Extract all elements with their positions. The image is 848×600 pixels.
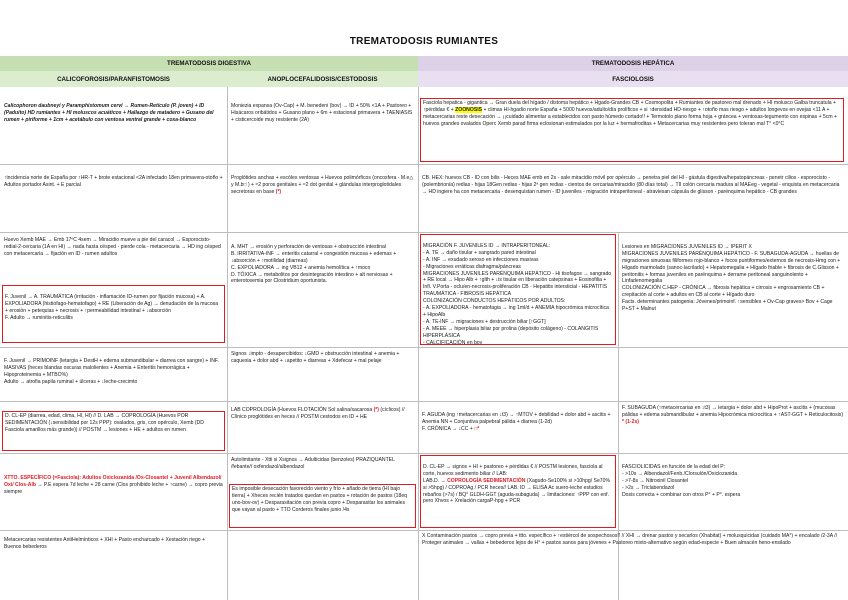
coprologia-sedimentacion: COPROLOGÍA SEDIMENTACIÓN: [447, 477, 526, 484]
red-asterisk: * (1-2s): [622, 418, 639, 425]
calicoforosis-ciclo: [2, 236, 225, 278]
calicoforosis-etiologia: [2, 102, 225, 162]
calicoforosis-epidemiologia: [2, 174, 225, 230]
header-anoplocefalidosis: ANOPLOCEFALIDOSIS/CESTODOSIS: [227, 71, 418, 87]
anoplocefalidosis-tratamiento: [229, 456, 416, 482]
tratamiento-text: → P.E espera 7d leche + 28 carne (Clos prohibido leche + ↑carne) → copro previa siempre: [4, 481, 223, 495]
row-divider: [0, 453, 848, 454]
red-asterisk: □*: [474, 425, 480, 432]
fasciolosis-etiologia: [420, 98, 844, 162]
control-text: X Contaminación pastos → copro previa + ttto. específico + ↑estiércol de sospechosos!! // XHI → drenar pastos y secarlos (Xhabitat) + molusquicidas (cuidado MA°) + encalado /2-3A // Proteger animales → vallas + bebederos lejos de H° + pastos sanos para jóvenes + Pastoreo mixto-alternativo según edad-especie + Buen almacén heno-ensilado: [422, 533, 838, 546]
anoplocefalidosis-etiologia: [229, 102, 416, 162]
diagnostico-text: LAB COPROLOGÍA (Huevos FLOTACIÓN Sol salina/sacarosa: [231, 407, 374, 413]
morfologia-text: Proglótides anchas + escólex ventosas + Huevos polimórficos (oncosfera - M.e△ y M.b□ ) + ≈2 poros genitales + ≈2 dot genital + glándulas interproglotidales secretoras en base: [231, 175, 414, 195]
header-calicoforosis: CALICOFOROSIS/PARANFISTOMOSIS: [0, 71, 227, 87]
tratamiento-text: Autolimitante - Xtti si Xsignos → Adulticidas (benzoles) PRAZIQUANTEL /febante// oxfendazol/albendazol: [231, 457, 395, 470]
header-fasciolosis: FASCIOLOSIS: [418, 71, 848, 87]
tratamiento-text: FASCIOLICIDAS en función de la edad del P: - >10s → Albendazol/Fenb./Clorsulón/Oxiclozanida - >7-8s → Nitroxinil Closantel - >2s → Triclabendazol Dosis correcta + combinar con otros P° + P°. espera: [622, 463, 741, 498]
fasciolosis-patogenia: [420, 234, 616, 345]
diagnostico-text: D. CL-EP (diarrea, edad, clima, HI, HI) // D. LAB → COPROLOGÍA (Huevos POR SEDIMENTACIÓN (↓sensibilidad por 12s PPP): ovalados, gris, con opérculo, Xemb (DD Fasciola amarillos más grande)) // POSTM → lesiones + HE + adultos en rumen: [5, 413, 204, 433]
calicoforosis-clinica: [2, 350, 225, 400]
row-divider: [0, 232, 848, 233]
control-text: Metacercarias resistentes AntiHelmínticos + XHI + Pasto encharcado + Xestación riego + Buenos bebederos: [4, 537, 206, 550]
red-asterisk: (*): [373, 407, 379, 413]
fasciolosis-diagnostico: [420, 455, 616, 528]
row-divider: [0, 347, 848, 348]
fasciolosis-ciclo: [420, 174, 844, 230]
control-text: Es imposible desecación favorecido viento y frío + añado de tierra (HI bajo tierra) + Xheces recién tratados quedan en pastos + rotación de pastos (18eq uno-bov-ov) + Desparasitación con previa copro + Desparasitar los animales que vayan al pasto + TTO Corderos finales junio /4s: [232, 486, 407, 513]
anoplocefalidosis-clinica: [229, 350, 416, 400]
calicoforosis-control: [2, 536, 225, 566]
red-asterisk: (*): [275, 188, 282, 195]
calicoforosis-tratamiento: [2, 474, 225, 528]
zoonosis-highlight: ZOONOSIS: [455, 106, 483, 113]
ciclo-text: Huevo Xemb MAE → Emb 17ºC 4sem → Miracidio mueve a pie del caracol → Esporocisto-redial-2-cercaria (1A en HI) → nada hasta césped - pierde cola - metacercaria → HD ing césped con metacercaria → fijación en ID - rumen adultos: [4, 237, 221, 257]
row-divider: [0, 401, 848, 402]
fasciolosis-lesiones: [620, 236, 846, 344]
anoplocefalidosis-diagnostico: [229, 406, 416, 452]
patogenia-text: F. Juvenil → A. TRAUMÁTICA (irritación - inflamación ID-rumen por fijación mucosa) + A. EXPOLIADORA (histiofago-hematofago) + RE (Liberación de Ag) → denudación de la mucosa + erosión + petequias + necrosis + ↑permeabilidad intestinal + ↓absorción F. Adulto → ruminitis-reticulitis: [5, 293, 219, 321]
ciclo-text: CB. HEX: huevos CB - ID con bilis - Heces MAE emb en 2s - sale miracidio móvil por opérculo → penetra piel del HI - gástula digestiva/hepatopáncreas - penetr cilios - esporocisto - (polembrionía) redias - hijas 18Gen redias - hijas 2ª gen redias - cientos de cercarias/miracidio (80 días total) → TII colón cercaria madura al MAEeg - vegetal - enquista en metacercaria → HD ingiere ha con metacercaria - desenquistan rumen - ID juveniles - migración intraperitoneal - atraviesan cápsula de glisson - parénquima hepático - CB grandes: [422, 175, 840, 195]
page-title: TREMATODOSIS RUMIANTES: [349, 36, 499, 47]
calicoforosis-patogenia: [2, 285, 225, 343]
fasciolosis-control: [420, 532, 846, 572]
patogenia-text: A. MHT → erosión y perforación de ventosas + obstrucción intestinal B. IRRITATIVA-INF → enteritis catarral + congestión mucosa + edemas + ↓absorción + ↑motilidad (diarreas) C. EXPOLIADORA → ing VB12 + anemia hemolítica + ↑moco D. TÓXICA → metabolitos por desintegración intestino + alt nerviosas + enterotoxemia por Clostridium oportunista.: [231, 243, 397, 285]
fasciolosis-tratamiento: [620, 456, 846, 528]
fasciolosis-clinica-subaguda: [620, 404, 846, 452]
clinica-text: F. SUBAGUDA (↑metacercarias en ↓t3) → letargia + dolor abd + HipoProt + ascitis + (mucosas pálidas + edema submandibular + anemia Hipocrómica microcítica + ↑AST-GGT + Reticulocitosis): [622, 405, 844, 418]
etiologia-text: Fasciola hepatica - gigantica → Gran duela del hígado / distoma hepático + Hgado-Grandes CB + Cosmopolita + Rumiantes de pastoreo mal drenado + HI molusco Galba truncatula + ↑pérdidas € +: [423, 100, 836, 113]
header-trematodosis-hepatica: TREMATODOSIS HEPÁTICA: [418, 56, 848, 71]
etiologia-text-cont: + climas HI-hgadio norte España + 5000 huevos/adulto/día prolíficos + si ↑densidad HD-riesgo + ↑otoño mas riesgo + adultos longevos en ovejas <11 A + metacercarias reste desecación → ¡¡cuidado alimentar a establecidos con pasto húmedo cortado!! + Termotolo plano forma hoja + gráncea + ventosas-tegumento con espinas + 5cm + huevos grandes ovalados Operc Xemb parad firma eclosionan estimulados por la luz + hermafroditas + Metacercarias muy resistentes pero toleran mal T° <0°C: [423, 106, 838, 127]
etiologia-text: Calicophoron daubneyi y Paramphistomum cervi → Rumen-Retículo (P. joven) + ID (Paduito) HD rumiantes + HI moluscos acuáticos + Hallazgo de matadero + Gusano del rumen + piriforme + 1cm + acetábulo con ventosa ventral grande + coxa-blanco: [4, 103, 214, 123]
diagnostico-text-cont: (cíclicos) // Clínico proglótides en heces // POSTM cestodos en ID + HE: [231, 407, 405, 420]
anoplocefalidosis-morfologia: [229, 174, 416, 230]
clinica-text: F. Juvenil → PRIMOINF (letargia + DestH + edema submandibular + diarrea con sangre) + INF. MASIVAS (heces blandas oscuras malolientes + Anemia + Enteritis hemorrágica + Hipoproteinemia + MTBO%) Adulto → atrofia papila ruminal + úlceras + ↓leche-crecimto: [4, 357, 219, 385]
clinica-text: F. AGUDA (ing ↑metacercarias en ↓t3) → ↑MTOV + debilidad + dolor abd + ascitis + Anemia NN + Conjuntiva palpebral pálida + diarrea (1-2d) F. CRÓNICA → ↓CC +: [422, 411, 611, 432]
diagnostico-text-cont: (Xagudo-Se100% si >10hpg/ Se70% si >5hpg) / COPROAg / PCR heces// LAB. ID → ELISA Ac suero-leche estudios rebaños (>7s) / BQ° GLDH-GGT (aguda-subaguda) → limitaciones: ↑PPP con enf. pero Xhvos + Xrelación cargaP-hpg + PCR: [423, 477, 610, 505]
row-divider: [0, 164, 848, 165]
xtto-especifico: XTTO. ESPECÍFICO (=Fasciola): Adultos Oxiclozanida /Ox-Closantel + Juvenil Albendazol/ Oxi/ Clos-Alb: [4, 475, 222, 488]
epidemiologia-text: ↑incidencia norte de España por ↑HR-T + brote estacional <2A infectado 18en primavera-otoño + Adultos portador Asint. + E parcial: [4, 175, 223, 188]
patogenia-text: MIGRACIÓN F. JUVENILES ID → INTRAPERITONEAL: - A. TE → daño tisular + sangrado pared intestinal - A. INF → exudado seroso en infecciones masivas - Migraciones erráticas diafragma/páncreas MIGRACIONES JUVENILES PARÉNQUIMA HEPÁTICO - Hi tisofagos → sangrado + RE local → Hipo Alb + ↑glth + ↓is tisular en liberación catepsinas + Eosinofilia + Infl. V.Porta - oclu/en-necrosis-proliferación CB - Hepatitis intersticial - HEPATITIS TRAUMÁTICA - FIBROSIS HEPÁTICA COLONIZACIÓN CONDUCTOS HEPÁTICOS POR ADULTOS: - A. EXPOLIADORA - hematofagia → ing 1ml/d + ANEMIA hipocrómica microcítica + HipoAlb - A. TE-INF → migraciones + destrucción biliar [↑GGT] - A. MEEE → hiperplasia biliar por prolina (depósito colágeno) - COLANGITIS HIPERPLÁSICA - CALCIFICACIÓN en bov: [423, 242, 612, 345]
clinica-text: Signos ↓impto - desapercibidos: ↓GMD + obstrucción intestinal + anemia + caquexia + dolor abd + ↓apetito + diarreas + Xdefecar + mal pelaje: [231, 351, 400, 364]
anoplocefalidosis-patogenia: [229, 236, 416, 344]
anoplocefalidosis-control: [229, 484, 416, 528]
fasciolosis-clinica-aguda: [420, 404, 616, 452]
lesiones-text: Lesiones en MIGRACIONES JUVENILES ID → IPERIT X MIGRACIONES JUVENILES PARÉNQUIMA HEPÁTICO - F. SUBAGUDA-AGUDA → huellas de migraciones sinuosas filiformes rojo-blanco + focos puntiformes/externos de necrosis-Hmg con + Hígado marmolado (sanoc-lacrilado) + Hepatomegalia + Hígado friable + fibrosis de C.Glisson + peritonitis + formas juveniles en parénquima + derrame peritoneal sanguinolento + Linfadenomegalia COLONIZACIÓN C.HEP - CRÓNICA → fibrosis hepática + cirrosis + engrosamiento CB + crepitación al corte + adultos en CB al corte + Hígado duro Facts. determinantes patogenia: Jóvenes/primoinf. ↑sensibles + Ov-Cap graves> Bov + Cage P+ST + Malnut: [622, 243, 841, 313]
diagnostico-text: D. CL-EP → signos + HI + pastoreo + pérdidas € // POSTM lesiones, fasciola al corte, huevos sedimento biliar // LAB: LAB.D. →: [423, 463, 603, 484]
row-divider: [0, 530, 848, 531]
header-trematodosis-digestiva: TREMATODOSIS DIGESTIVA: [0, 56, 418, 71]
calicoforosis-diagnostico: [2, 411, 225, 451]
etiologia-text: Moniezia expansa (Ov-Cap) + M. benedeni (bov) → ID + 50% <1A + Pastoreo + Hisácaros oribátidos + Gusano plano + 6m + estacional primavera + TAENIASIS + cisticercoide muy resistente (2A): [231, 103, 413, 123]
